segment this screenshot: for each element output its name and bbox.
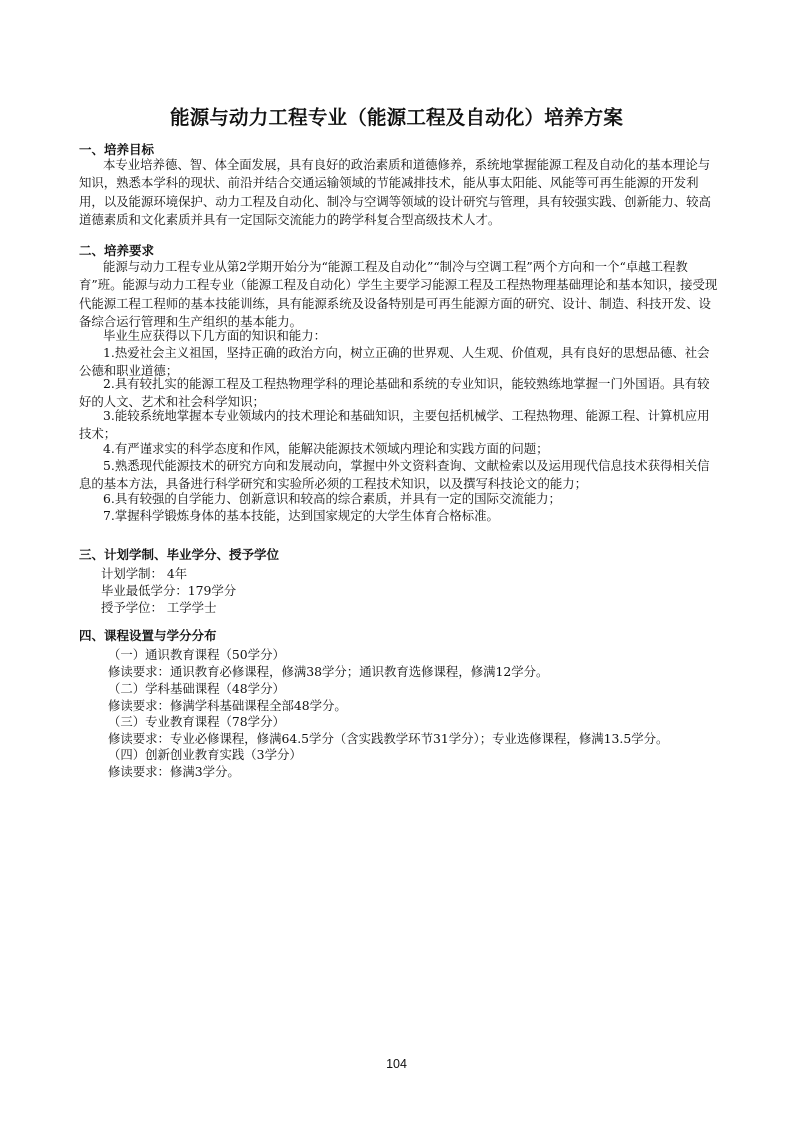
course-category-professional: （三）专业教育课程（78学分） (108, 714, 285, 729)
requirement-item-6: 6.具有较强的自学能力、创新意识和较高的综合素质，并具有一定的国际交流能力； (103, 491, 561, 506)
requirement-item-7: 7.掌握科学锻炼身体的基本技能，达到国家规定的大学生体育合格标准。 (103, 508, 499, 523)
requirements-lead: 毕业生应获得以下几方面的知识和能力： (103, 328, 327, 343)
course-requirement-general: 修读要求：通识教育必修课程，修满38学分；通识教育选修课程，修满12学分。 (108, 664, 549, 679)
requirements-intro-paragraph: 能源与动力工程专业从第2学期开始分为“能源工程及自动化”“制冷与空调工程”两个方向和一个“卓越工程教育”班。能源与动力工程专业（能源工程及自动化）学生主要学习能源工程及工程热物理基础理论和基本知识，接受现代能源工程工程师的基本技能训练，具有能源系统及设备特别是可再生能源方面的研究、设计、制造、科技开发、设备综合运行管理和生产组织的基本能力。 (79, 259, 718, 329)
course-category-general: （一）通识教育课程（50学分） (108, 647, 285, 662)
requirement-item-2: 2.具有较扎实的能源工程及工程热物理学科的理论基础和系统的专业知识，能较熟练地掌握一门外国语。具有较好的人文、艺术和社会科学知识； (79, 376, 710, 410)
training-goal-paragraph: 本专业培养德、智、体全面发展，具有良好的政治素质和道德修养，系统地掌握能源工程及自动化的基本理论与知识，熟悉本学科的现状、前沿并结合交通运输领域的节能减排技术，能从事太阳能、风能等可再生能源的开发利用，以及能源环境保护、动力工程及自动化、制冷与空调等领域的设计研究与管理，具有较强实践、创新能力、较高道德素质和文化素质并具有一定国际交流能力的跨学科复合型高级技术人才。 (79, 157, 711, 227)
page-title: 能源与动力工程专业（能源工程及自动化）培养方案 (169, 106, 624, 129)
section-heading-training-goal: 一、培养目标 (79, 142, 155, 157)
requirement-item-5: 5.熟悉现代能源技术的研究方向和发展动向，掌握中外文资料查询、文献检索以及运用现代信息技术获得相关信息的基本方法，具备进行科学研究和实验所必须的工程技术知识，以及撰写科技论文的能力； (79, 458, 710, 492)
course-requirement-innovation: 修读要求：修满3学分。 (108, 764, 240, 779)
section-heading-curriculum-credits: 四、课程设置与学分分布 (79, 628, 217, 643)
requirement-item-4: 4.有严谨求实的科学态度和作风，能解决能源技术领域内理论和实践方面的问题； (103, 441, 549, 456)
page-number: 104 (386, 1057, 407, 1071)
course-requirement-professional: 修读要求：专业必修课程，修满64.5学分（含实践教学环节31学分）；专业选修课程，修满13.5学分。 (108, 731, 669, 746)
requirement-item-3: 3.能较系统地掌握本专业领域内的技术理论和基础知识，主要包括机械学、工程热物理、能源工程、计算机应用技术； (79, 408, 710, 442)
course-category-foundation: （二）学科基础课程（48学分） (108, 681, 285, 696)
degree-awarded: 授予学位： 工学学士 (101, 600, 217, 615)
section-heading-training-requirements: 二、培养要求 (79, 243, 155, 258)
requirement-item-1: 1.热爱社会主义祖国，坚持正确的政治方向，树立正确的世界观、人生观、价值观，具有良好的思想品德、社会公德和职业道德； (79, 345, 710, 379)
section-heading-schooling-credits-degree: 三、计划学制、毕业学分、授予学位 (79, 547, 280, 562)
course-requirement-foundation: 修读要求：修满学科基础课程全部48学分。 (108, 698, 347, 713)
minimum-credits: 毕业最低学分：179学分 (101, 583, 237, 598)
course-category-innovation: （四）创新创业教育实践（3学分） (108, 747, 302, 762)
schooling-length: 计划学制： 4年 (101, 566, 188, 581)
